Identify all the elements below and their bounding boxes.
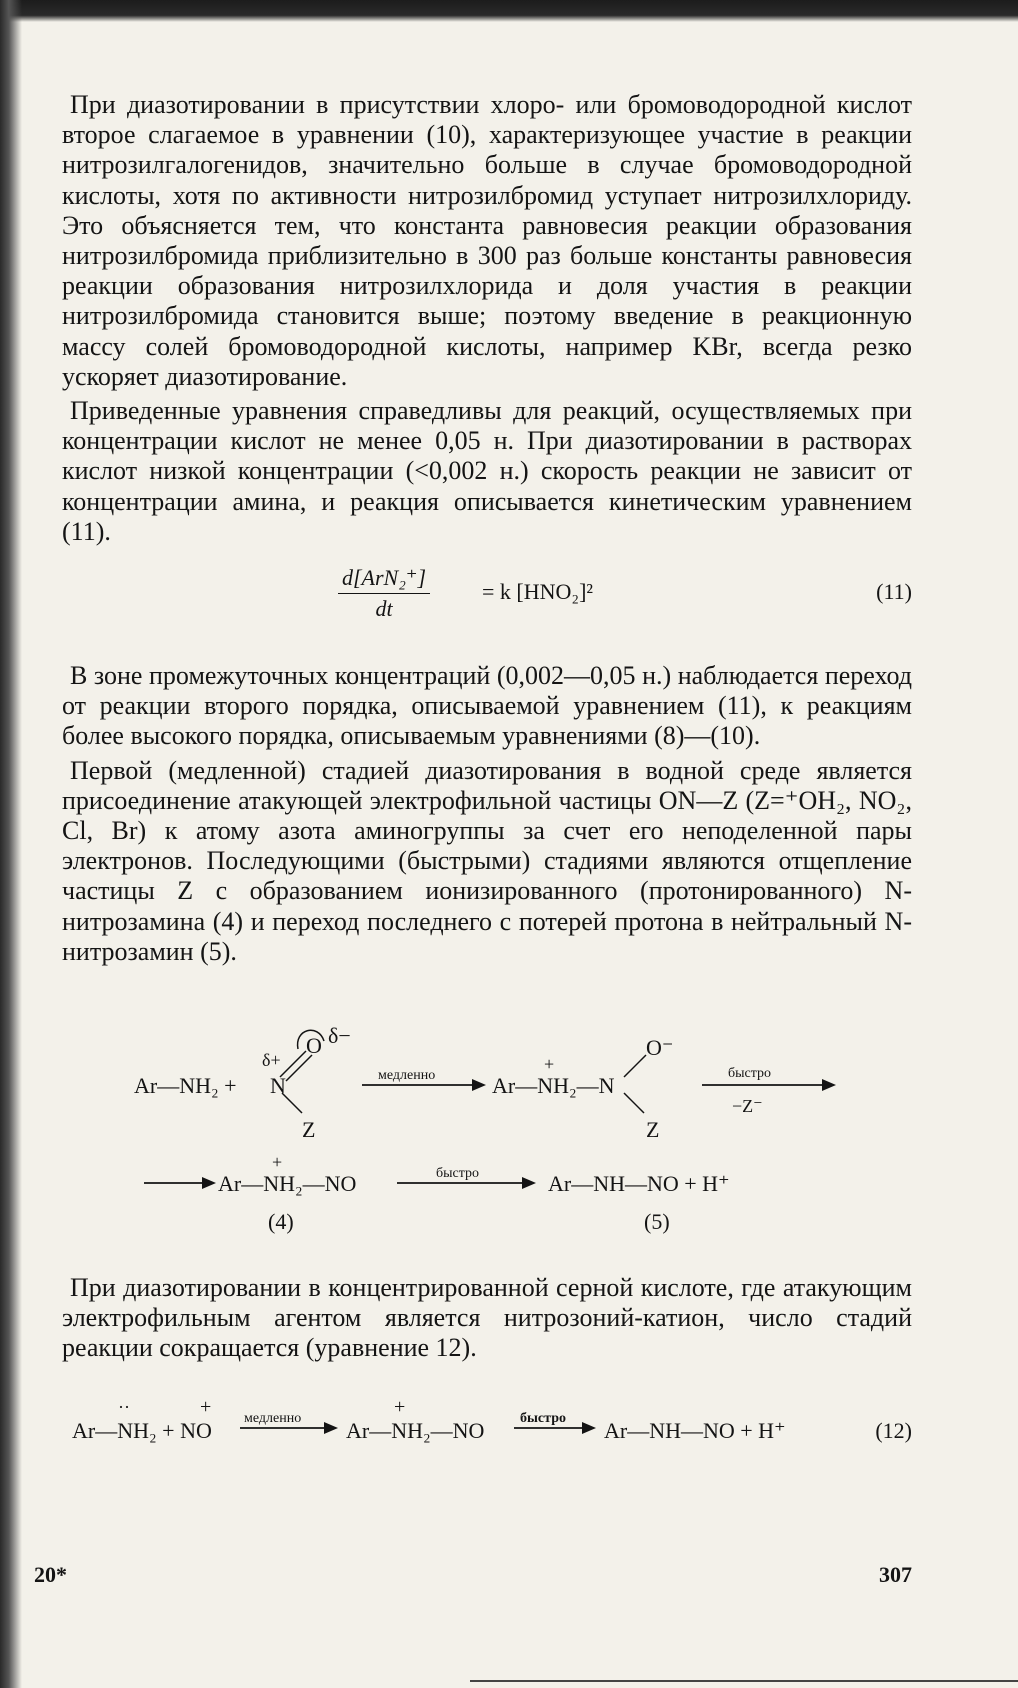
- scheme-label-4: (4): [268, 1209, 294, 1235]
- scheme-z-mid: Z: [646, 1117, 660, 1143]
- scheme-o-minus: O⁻: [646, 1035, 674, 1061]
- scheme-o-atom: O: [306, 1033, 322, 1059]
- reaction-scheme: [62, 993, 912, 1263]
- scheme-product-5: Ar—NH—NO + H⁺: [548, 1171, 730, 1197]
- scheme-n-atom: N: [270, 1073, 286, 1099]
- scheme-plus-1: +: [544, 1054, 555, 1075]
- eq12-arrow1-label: медленно: [244, 1410, 302, 1426]
- bottom-rule: [470, 1680, 1018, 1682]
- binding-shadow: [0, 0, 22, 1688]
- paragraph-5: При диазотировании в концентрированной серной кислоте, где атакующим электрофильным агентом является нитрозоний-катион, число стадий реакции сокращается (уравнение 12).: [62, 1273, 912, 1363]
- paragraph-4: Первой (медленной) стадией диазотирования в водной среде является присоединение атакующей электрофильной частицы ON—Z (Z=⁺OH₂, NO₂, Cl, Br) к атому азота аминогруппы за счет его неподеленной пары электронов. Последующими (быстрыми) стадиями являются отщепление частицы Z с образованием ионизированного (протонированного) N-нитрозамина (4) и переход последнего с потерей протона в нейтральный N-нитрозамин (5).: [62, 755, 912, 966]
- eq12-middle: Ar—NH₂—NO: [346, 1417, 485, 1443]
- eq11-denominator: dt: [375, 596, 393, 622]
- eq12-arrow2-label: быстро: [520, 1410, 566, 1426]
- page-number: 307: [879, 1562, 912, 1587]
- eq11-numerator: d[ArN₂⁺]: [338, 563, 430, 594]
- scheme-delta-minus: δ−: [328, 1023, 351, 1049]
- scheme-label-5: (5): [644, 1209, 670, 1235]
- scheme-lines: [62, 993, 912, 1263]
- scheme-product-4: Ar—NH₂—NO: [218, 1171, 357, 1197]
- eq11-rhs: = k [HNO₂]²: [482, 579, 593, 605]
- scheme-arrow2-top: быстро: [728, 1066, 772, 1082]
- scheme-z-left: Z: [302, 1117, 316, 1143]
- scheme-delta-plus: δ+: [262, 1050, 281, 1071]
- paragraph-2: Приведенные уравнения справедливы для реакций, осуществляемых при концентрации кислот не менее 0,05 н. При диазотировании в растворах кислот низкой концентрации (<0,002 н.) скорость реакции не зависит от концентрации амина, и реакция описывается кинетическим уравнением (11).: [62, 396, 912, 546]
- equation-11: [62, 557, 912, 627]
- paragraph-1: При диазотировании в присутствии хлоро- или бромоводородной кислот второе слагаемое в уравнении (10), характеризующее участие в реакции нитрозилгалогенидов, значительно больше в случае бромоводородной кислоты, хотя по активности нитрозилбромид уступает нитрозилхлориду. Это объясняется тем, что константа равновесия реакции образования нитрозилбромида приблизительно в 300 раз больше константы равновесия реакции образования нитрозилхлорида и доля участия в реакции нитрозилбромида становится выше; поэтому введение в реакционную массу солей бромоводородной кислоты, например KBr, всегда резко ускоряет диазотирование.: [62, 90, 912, 391]
- eq12-plus-a: +: [200, 1395, 212, 1418]
- paragraph-3: В зоне промежуточных концентраций (0,002—0,05 н.) наблюдается переход от реакции второго порядка, описываемой уравнением (11), к реакциям более высокого порядка, описываемым уравнениями (8)—(10).: [62, 661, 912, 751]
- scheme-plus-2: +: [272, 1152, 283, 1173]
- eq12-dots: ··: [118, 1396, 130, 1417]
- page-top-edge: [0, 0, 1018, 22]
- eq12-right: Ar—NH—NO + H⁺: [604, 1417, 786, 1443]
- signature-mark: 20*: [34, 1562, 67, 1587]
- scheme-arrow2-bottom: −Z⁻: [732, 1096, 763, 1117]
- page-content: [62, 90, 912, 1456]
- scheme-arrow1-label: медленно: [378, 1068, 436, 1084]
- scheme-arrow3-label: быстро: [436, 1166, 480, 1182]
- eq11-fraction: [338, 563, 430, 624]
- eq12-number: (12): [875, 1417, 912, 1443]
- eq12-left: Ar—NH₂ + NO: [72, 1417, 212, 1443]
- equation-12: [62, 1386, 912, 1456]
- scheme-reactant: Ar—NH₂ +: [134, 1073, 237, 1099]
- eq12-plus-b: +: [394, 1395, 406, 1418]
- eq11-number: (11): [876, 579, 912, 605]
- scheme-intermediate: Ar—NH₂—N: [492, 1073, 615, 1099]
